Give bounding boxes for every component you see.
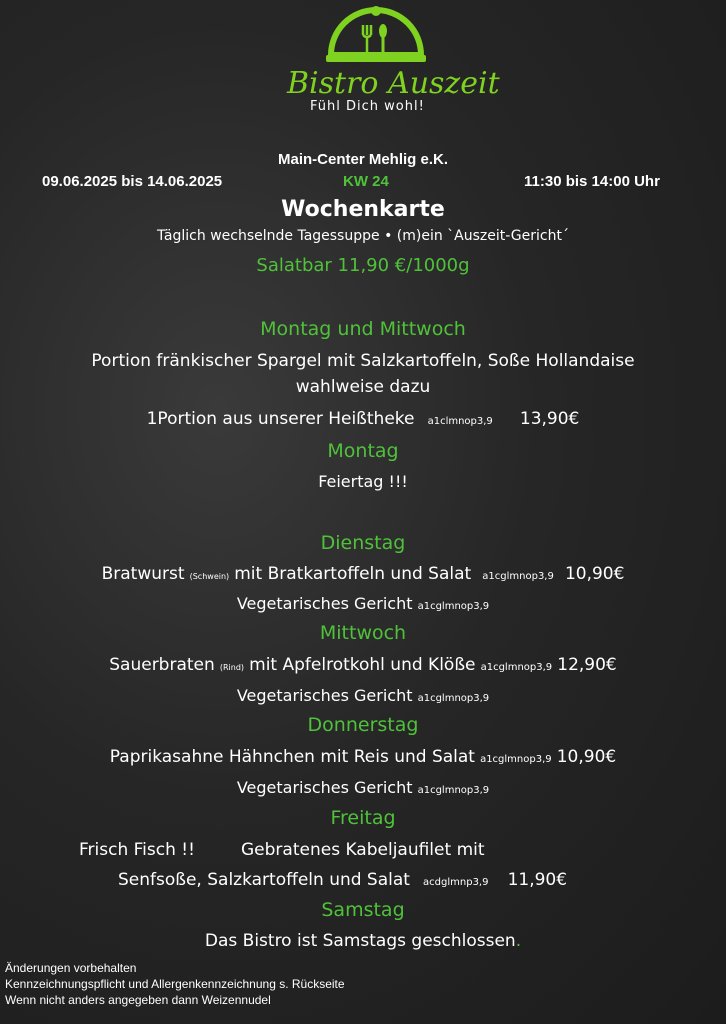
dienstag-dish <box>0 564 726 584</box>
week-number: KW 24 <box>343 173 389 190</box>
dienstag-veg <box>0 594 726 613</box>
subtitle: Täglich wechselnde Tagessuppe • (m)ein `Auszeit-Gericht´ <box>157 228 569 244</box>
closed-note: Das Bistro ist Samstags geschlossen <box>204 931 516 951</box>
price: 11,90€ <box>507 870 568 890</box>
logo-slogan: Fühl Dich wohl! <box>310 99 425 114</box>
veg-dish: Vegetarisches Gericht <box>236 778 413 797</box>
meat-type: (Schwein) <box>189 572 230 581</box>
footer-line-1: Änderungen vorbehalten <box>5 961 137 975</box>
asparagus-offer <box>0 409 726 429</box>
holiday-note: Feiertag !!! <box>318 472 408 491</box>
day-heading-samstag: Samstag <box>321 899 405 921</box>
day-heading-donnerstag: Donnerstag <box>307 714 419 736</box>
cloche-fork-spoon-icon <box>323 3 429 67</box>
price: 10,90€ <box>564 564 625 584</box>
closed-note-period: . <box>515 931 522 951</box>
dish-name: Sauerbraten <box>109 655 215 675</box>
fresh-fish-note: Frisch Fisch !! <box>79 840 195 860</box>
mittwoch-dish <box>0 655 726 675</box>
veg-allergens: a1cglmnop3,9 <box>417 693 490 704</box>
day-heading-freitag: Freitag <box>330 807 396 829</box>
footer-line-3: Wenn nicht anders angegeben dann Weizennudel <box>5 993 271 1007</box>
veg-allergens: a1cglmnop3,9 <box>417 785 490 796</box>
page-title: Wochenkarte <box>281 197 445 222</box>
fish-dish-line-2-row <box>118 870 567 890</box>
veg-dish: Vegetarisches Gericht <box>236 594 413 613</box>
footer-line-2: Kennzeichnungspflicht und Allergenkennzeichnung s. Rückseite <box>5 977 345 991</box>
day-heading-mittwoch: Mittwoch <box>319 622 407 644</box>
mittwoch-veg <box>0 686 726 705</box>
allergens: a1cglmnop3,9 <box>482 571 554 582</box>
allergens: a1cglmnop3,9 <box>480 754 552 765</box>
fish-dish-line-2: Senfsoße, Salzkartoffeln und Salat <box>118 870 410 890</box>
veg-allergens: a1cglmnop3,9 <box>417 601 490 612</box>
price: 13,90€ <box>519 409 580 429</box>
opening-hours: 11:30 bis 14:00 Uhr <box>524 173 660 190</box>
day-heading-mo-mi: Montag und Mittwoch <box>260 318 466 340</box>
company-name: Main-Center Mehlig e.K. <box>277 151 449 168</box>
salad-bar: Salatbar 11,90 €/1000g <box>256 255 470 276</box>
price: 10,90€ <box>556 747 617 767</box>
veg-dish: Vegetarisches Gericht <box>236 686 413 705</box>
allergens: acdglmnp3,9 <box>423 877 489 888</box>
donnerstag-veg <box>0 778 726 797</box>
price: 12,90€ <box>557 655 617 675</box>
dish-sides: mit Apfelrotkohl und Klöße <box>249 655 476 675</box>
allergens: a1clmnop3,9 <box>427 416 493 427</box>
asparagus-line-2: wahlweise dazu <box>295 377 431 397</box>
day-heading-dienstag: Dienstag <box>320 532 406 554</box>
fish-dish-line-1: Gebratenes Kabeljaufilet mit <box>241 840 485 860</box>
meat-type: (Rind) <box>219 663 245 672</box>
asparagus-line-1: Portion fränkischer Spargel mit Salzkartoffeln, Soße Hollandaise <box>91 351 635 371</box>
allergens: a1cglmnop3,9 <box>480 662 553 673</box>
logo-name: Bistro Auszeit <box>287 66 500 101</box>
donnerstag-dish <box>0 747 726 767</box>
day-heading-montag: Montag <box>327 440 399 462</box>
dish-name: Bratwurst <box>101 564 185 584</box>
samstag-closed <box>0 931 726 951</box>
dish-sides: mit Bratkartoffeln und Salat <box>234 564 472 584</box>
hot-counter-portion: 1Portion aus unserer Heißtheke <box>146 409 415 429</box>
dish-name: Paprikasahne Hähnchen mit Reis und Salat <box>109 747 475 767</box>
date-range: 09.06.2025 bis 14.06.2025 <box>42 173 223 190</box>
